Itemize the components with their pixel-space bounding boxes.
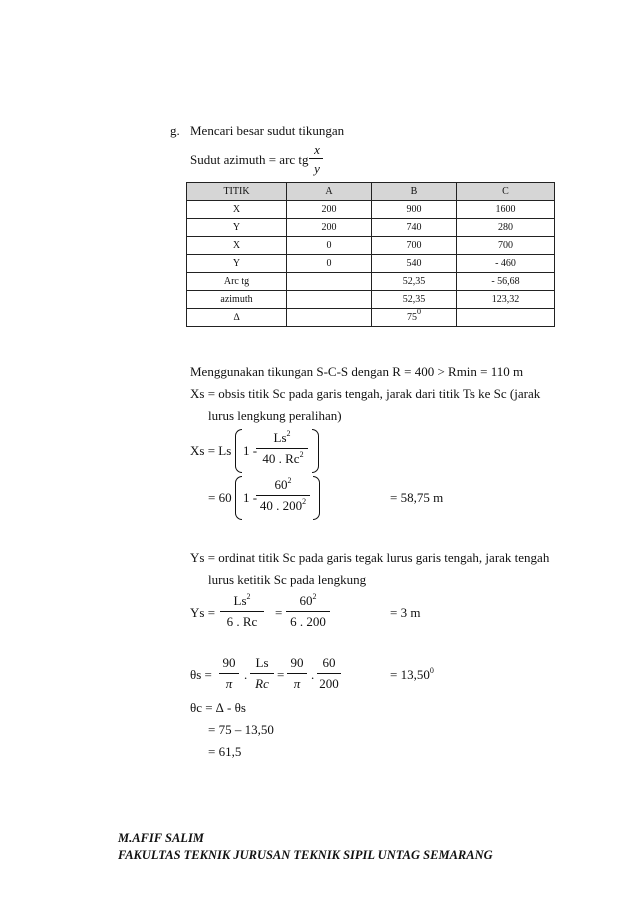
table-cell: 200 [287, 219, 372, 237]
azimuth-lhs: Sudut azimuth = arc tg [190, 152, 309, 167]
theta-s-n3: 90 [290, 655, 304, 670]
theta-s-d3: π [293, 676, 301, 691]
table-row [187, 255, 555, 273]
table-cell [372, 309, 457, 327]
theta-s-n4: 60 [322, 655, 336, 670]
table-cell: X [187, 237, 287, 255]
table-cell: 740 [372, 219, 457, 237]
ys-fraction-bar-2 [286, 611, 330, 612]
table-cell: 280 [457, 219, 555, 237]
xs-numeric-num-sup: 2 [287, 476, 292, 485]
xs-den-base: 40 . Rc [262, 451, 300, 466]
table-cell: 0 [287, 237, 372, 255]
xs-numeric-den-sup: 2 [302, 497, 307, 506]
table-header-cell: C [457, 183, 555, 201]
xs-result: = 58,75 m [390, 490, 444, 505]
theta-c-line1: θc = ∆ - θs [190, 700, 246, 715]
delta-b-value: 75 [407, 312, 417, 323]
xs-numeric-denominator [255, 498, 311, 514]
ys-num1-base: Ls [233, 593, 247, 608]
ys-result: = 3 m [390, 605, 421, 620]
ys-numerator-2 [286, 593, 330, 609]
ys-num2-base: 60 [299, 593, 313, 608]
table-row [187, 219, 555, 237]
theta-s-result-base: = 13,50 [390, 667, 430, 682]
table-cell: 0 [287, 255, 372, 273]
table-cell [457, 309, 555, 327]
ys-denominator-1: 6 . Rc [226, 614, 258, 629]
left-paren [235, 429, 242, 473]
table-cell: 52,35 [372, 291, 457, 309]
theta-s-n1: 90 [222, 655, 236, 670]
theta-s-bar-2 [250, 673, 274, 674]
theta-c-line3: = 61,5 [208, 744, 242, 759]
theta-s-d4: 200 [319, 676, 339, 691]
xs-num-sup: 2 [286, 429, 291, 438]
theta-s-dot-1: . [244, 667, 248, 682]
section-letter: g. [170, 123, 180, 138]
tikungan-text: Menggunakan tikungan S-C-S dengan R = 400 > Rmin = 110 m [190, 364, 524, 379]
table-row [187, 237, 555, 255]
table-cell: 123,32 [457, 291, 555, 309]
xs-definition-line1: Xs = obsis titik Sc pada garis tengah, jarak dari titik Ts ke Sc (jarak [190, 386, 541, 401]
one-minus: 1 - [243, 443, 258, 458]
xs-numeric-fraction-bar [256, 495, 310, 496]
theta-s-result-sup: 0 [429, 666, 434, 675]
table-header-cell: A [287, 183, 372, 201]
theta-s-lhs: θs = [190, 667, 212, 682]
xs-fraction-bar [256, 448, 308, 449]
ys-equals: = [275, 605, 283, 620]
table-header-cell: TITIK [187, 183, 287, 201]
table-cell: 1600 [457, 201, 555, 219]
table-row [187, 201, 555, 219]
table-row [187, 309, 555, 327]
right-paren [313, 476, 320, 520]
table-cell: ∆ [187, 309, 287, 327]
ys-numerator-1 [220, 593, 264, 609]
theta-s-bar-3 [287, 673, 307, 674]
table-cell: X [187, 201, 287, 219]
table-cell: Y [187, 219, 287, 237]
xs-numeric-den-base: 40 . 200 [259, 498, 303, 513]
table-cell [287, 309, 372, 327]
xs-definition-line2: lurus lengkung peralihan) [208, 408, 342, 423]
theta-s-result [390, 667, 434, 683]
theta-c-line2: = 75 – 13,50 [208, 722, 274, 737]
xs-numeric-lhs: = 60 [208, 490, 232, 505]
table-cell: 200 [287, 201, 372, 219]
table-cell: - 56,68 [457, 273, 555, 291]
table-row [187, 273, 555, 291]
ys-num1-sup: 2 [246, 592, 251, 601]
table-cell: 52,35 [372, 273, 457, 291]
xs-numeric-numerator [257, 477, 309, 493]
theta-s-bar-4 [317, 673, 341, 674]
azimuth-numerator: x [314, 142, 320, 157]
theta-s-d2: Rc [255, 676, 269, 691]
ys-fraction-bar-1 [220, 611, 264, 612]
one-minus: 1 - [243, 490, 258, 505]
azimuth-denominator: y [314, 161, 320, 176]
xs-numerator [257, 430, 307, 446]
table-row [187, 291, 555, 309]
theta-s-n2: Ls [255, 655, 269, 670]
xs-lhs: Xs = Ls [190, 443, 232, 458]
table-cell: Y [187, 255, 287, 273]
ys-denominator-2: 6 . 200 [290, 614, 326, 629]
theta-s-d1: π [225, 676, 233, 691]
footer-institution: FAKULTAS TEKNIK JURUSAN TEKNIK SIPIL UNTAG SEMARANG [118, 848, 493, 862]
table-cell: azimuth [187, 291, 287, 309]
table-header-row [187, 183, 555, 201]
xs-num-base: Ls [273, 430, 287, 445]
xs-denominator [257, 451, 309, 467]
theta-s-dot-2: . [311, 667, 315, 682]
azimuth-table [186, 182, 555, 327]
ys-definition-line2: lurus ketitik Sc pada lengkung [208, 572, 367, 587]
left-paren [235, 476, 242, 520]
table-header-cell: B [372, 183, 457, 201]
section-heading: Mencari besar sudut tikungan [190, 123, 345, 138]
table-cell: 540 [372, 255, 457, 273]
table-cell: 700 [372, 237, 457, 255]
table-cell: 900 [372, 201, 457, 219]
xs-numeric-num-base: 60 [274, 477, 288, 492]
table-cell [287, 273, 372, 291]
right-paren [312, 429, 319, 473]
theta-s-equals: = [277, 667, 285, 682]
table-cell [287, 291, 372, 309]
theta-s-bar-1 [219, 673, 239, 674]
table-cell: 700 [457, 237, 555, 255]
azimuth-fraction-bar [309, 158, 323, 159]
ys-definition-line1: Ys = ordinat titik Sc pada garis tegak lurus garis tengah, jarak tengah [190, 550, 550, 565]
table-cell: Arc tg [187, 273, 287, 291]
footer-author: M.AFIF SALIM [118, 831, 204, 845]
ys-lhs: Ys = [190, 605, 216, 620]
degree-superscript: 0 [417, 307, 421, 316]
xs-den-sup: 2 [299, 450, 304, 459]
table-cell: - 460 [457, 255, 555, 273]
ys-num2-sup: 2 [312, 592, 317, 601]
